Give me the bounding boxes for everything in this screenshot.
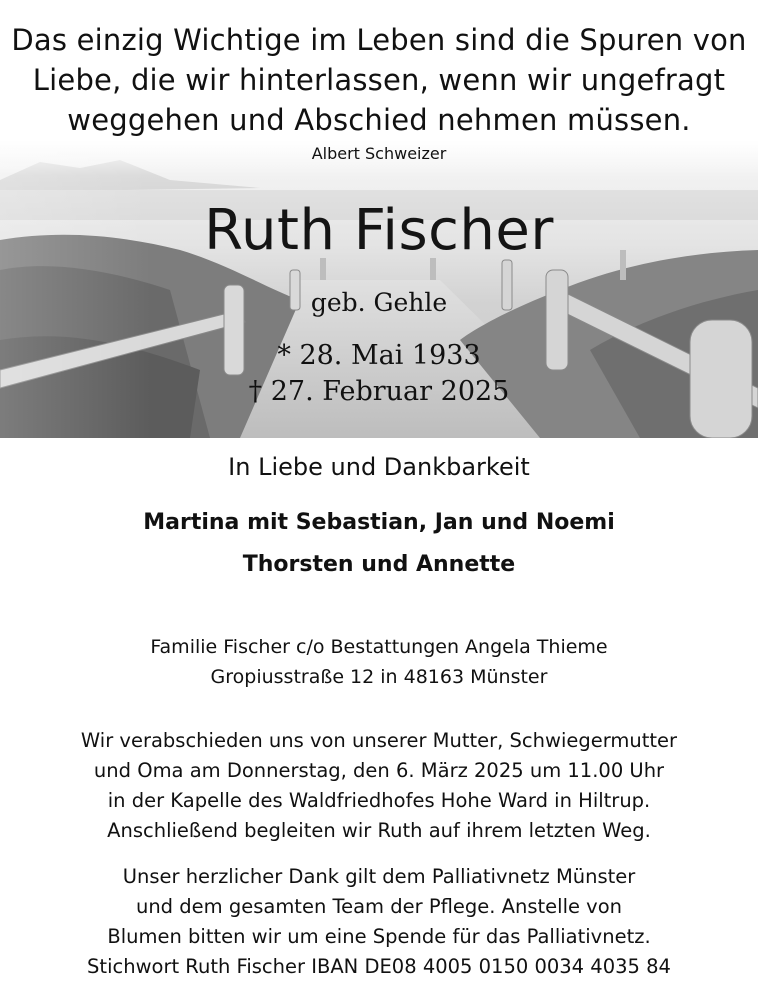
thanks-line: und dem gesamten Team der Pflege. Anstelle von (135, 895, 623, 918)
mourners-intro: In Liebe und Dankbarkeit (228, 453, 530, 481)
mourner-line: Martina mit Sebastian, Jan und Noemi (143, 510, 615, 535)
donation-details: Stichwort Ruth Fischer IBAN DE08 4005 0150 0034 4035 84 (87, 955, 671, 978)
opening-quote (0, 20, 758, 140)
birth-name: geb. Gehle (310, 288, 448, 317)
address-line: Gropiusstraße 12 in 48163 Münster (210, 666, 548, 688)
quote-line: Das einzig Wichtige im Leben sind die Spuren von (11, 23, 747, 57)
life-dates (0, 338, 758, 410)
ceremony-line: in der Kapelle des Waldfriedhofes Hohe Ward in Hiltrup. (107, 789, 651, 812)
thanks-notice (0, 862, 758, 982)
quote-line: Liebe, die wir hinterlassen, wenn wir ungefragt (32, 63, 726, 97)
contact-address (0, 632, 758, 692)
ceremony-notice (0, 726, 758, 846)
ceremony-line: und Oma am Donnerstag, den 6. März 2025 um 11.00 Uhr (93, 759, 665, 782)
deceased-name: Ruth Fischer (204, 198, 554, 263)
address-line: Familie Fischer c/o Bestattungen Angela Thieme (150, 636, 608, 658)
ceremony-line: Wir verabschieden uns von unserer Mutter, Schwiegermutter (80, 729, 678, 752)
thanks-line: Unser herzlicher Dank gilt dem Palliativnetz Münster (122, 865, 636, 888)
thanks-line: Blumen bitten wir um eine Spende für das Palliativnetz. (107, 925, 651, 948)
death-date: † 27. Februar 2025 (248, 376, 510, 407)
birth-date: * 28. Mai 1933 (277, 340, 481, 371)
ceremony-line: Anschließend begleiten wir Ruth auf ihrem letzten Weg. (107, 819, 651, 842)
mourner-line: Thorsten und Annette (242, 552, 516, 577)
quote-author: Albert Schweizer (311, 144, 447, 163)
mourners-list (0, 502, 758, 586)
quote-line: weggehen und Abschied nehmen müssen. (67, 103, 691, 137)
